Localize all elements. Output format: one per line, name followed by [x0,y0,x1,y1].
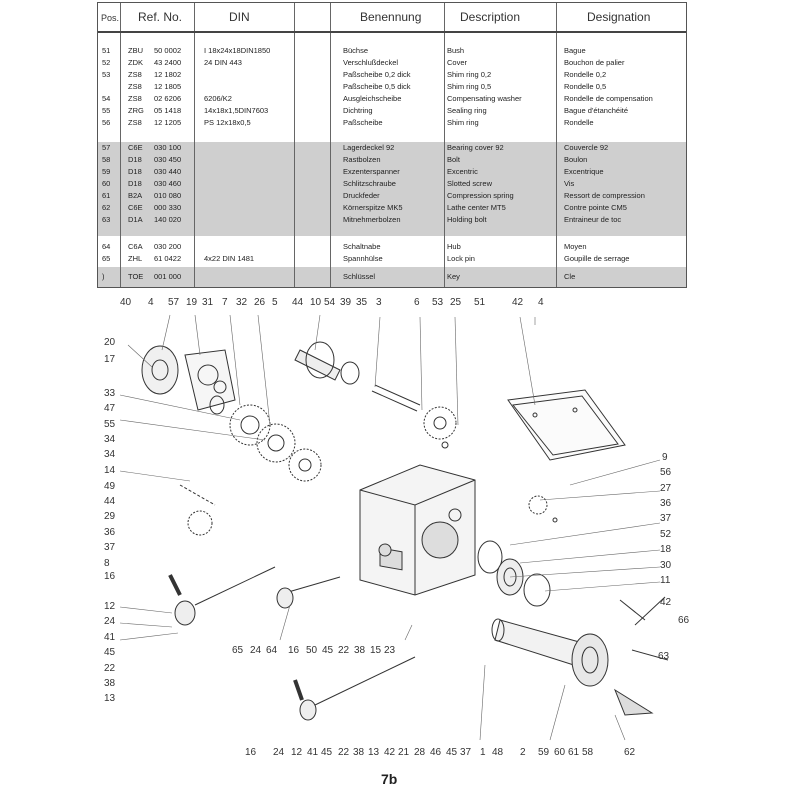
table-row: 51 ZBU 50 0002 I 18x24x18DIN1850 Büchse Bush Bague [102,46,586,55]
callout-label: 37 [660,513,672,524]
table-row: 54 ZS8 02 6206 6206/K2 Ausgleichscheibe Compensating washer Rondelle de compensation [102,94,653,103]
callout-label: 65 [232,645,244,656]
callout-label: 52 [660,529,672,540]
table-row: 56 ZS8 12 1205 PS 12x18x0,5 Paßscheibe Shim ring Rondelle [102,118,594,127]
callout-label: 48 [492,747,504,758]
callout-label: 16 [288,645,300,656]
cover-plate [508,390,625,460]
callout-label: 35 [356,297,368,308]
callout-label: 6 [414,297,420,308]
callout-label: 15 [370,645,382,656]
callout-label: 54 [324,297,336,308]
callout-label: 16 [245,747,257,758]
parts-table [97,2,687,288]
callout-label: 21 [398,747,410,758]
gasket-plates [142,346,235,414]
page-number: 7b [381,771,398,787]
header-din: DIN [229,10,250,24]
callout-label: 62 [624,747,636,758]
callout-label: 42 [512,297,524,308]
table-row: ZS8 12 1805 Paßscheibe 0,5 dick Shim ring 0,5 Rondelle 0,5 [128,82,607,91]
callout-label: 20 [104,337,116,348]
callout-label: 59 [538,747,550,758]
callout-label: 34 [104,434,116,445]
callout-label: 1 [480,747,486,758]
callout-label: 45 [322,645,334,656]
callout-label: 58 [582,747,594,758]
exploded-view-drawing [80,295,720,765]
callout-label: 60 [554,747,566,758]
callout-label: 24 [104,616,116,627]
callout-label: 45 [104,647,116,658]
callout-label: 42 [384,747,396,758]
callout-label: 64 [266,645,278,656]
callout-label: 22 [104,663,116,674]
callout-label: 26 [254,297,266,308]
callout-label: 10 [310,297,322,308]
table-row: ) TOE 001 000 Schlüssel Key Cle [102,272,576,281]
callout-label: 4 [148,297,154,308]
header-designation: Designation [587,10,651,24]
callout-label: 19 [186,297,198,308]
callout-label: 22 [338,645,350,656]
table-row: 52 ZDK 43 2400 24 DIN 443 Verschlußdeckel Cover Bouchon de palier [102,58,625,67]
callout-label: 63 [658,651,670,662]
table-row: 55 ZRG 05 1418 14x18x1,5DIN7603 Dichtring Sealing ring Bague d'étanchéité [102,106,628,115]
callout-label: 36 [660,498,672,509]
callout-label: 9 [662,452,668,463]
callout-label: 22 [338,747,350,758]
callout-label: 33 [104,388,116,399]
table-row: 63 D1A 140 020 Mitnehmerbolzen Holding bolt Entraineur de toc [102,215,622,224]
callout-label: 17 [104,354,116,365]
callout-label: 36 [104,527,116,538]
callout-label: 28 [414,747,426,758]
table-row: 65 ZHL 61 0422 4x22 DIN 1481 Spannhülse Lock pin Goupille de serrage [102,254,630,263]
header-ref-no: Ref. No. [138,10,183,24]
callout-label: 24 [250,645,262,656]
callout-label: 25 [450,297,462,308]
callout-label: 47 [104,403,116,414]
callout-label: 46 [430,747,442,758]
callout-label: 38 [353,747,365,758]
header-description: Description [460,10,521,24]
callout-label: 45 [446,747,458,758]
table-row: 64 C6A 030 200 Schaltnabe Hub Moyen [102,242,587,251]
callout-label: 44 [292,297,304,308]
callout-label: 24 [273,747,285,758]
bearings [478,496,557,606]
callout-label: 42 [660,597,672,608]
callout-label: 50 [306,645,318,656]
callout-label: 55 [104,419,116,430]
callout-label: 12 [104,601,116,612]
callout-label: 32 [236,297,248,308]
callout-label: 13 [104,693,116,704]
callout-label: 44 [104,496,116,507]
callout-label: 30 [660,560,672,571]
table-row: 53 ZS8 12 1802 Paßscheibe 0,2 dick Shim ring 0,2 Rondelle 0,2 [102,70,607,79]
callout-label: 29 [104,511,116,522]
callout-label: 7 [222,297,228,308]
callout-label: 13 [368,747,380,758]
callout-label: 18 [660,544,672,555]
header-pos: Pos. [101,13,120,23]
callout-label: 38 [354,645,366,656]
table-row: 57 C6E 030 100 Lagerdeckel 92 Bearing cover 92 Couvercle 92 [102,143,609,152]
callout-label: 23 [384,645,396,656]
table-row: 59 D18 030 440 Exzenterspanner Excentric Excentrique [102,167,604,176]
callout-label: 12 [291,747,303,758]
callout-label: 16 [104,571,116,582]
callout-label: 2 [520,747,526,758]
callout-label: 8 [104,558,110,569]
main-shaft [295,342,420,411]
callout-label: 56 [660,467,672,478]
callout-label: 31 [202,297,214,308]
callout-label: 5 [272,297,278,308]
callout-label: 4 [538,297,544,308]
callout-label: 39 [340,297,352,308]
table-row: 58 D18 030 450 Rastbolzen Bolt Boulon [102,155,588,164]
callout-label: 34 [104,449,116,460]
callout-label: 51 [474,297,486,308]
exploded-view-diagram [80,295,720,765]
callout-label: 61 [568,747,580,758]
callout-label: 11 [660,575,671,586]
callout-label: 49 [104,481,116,492]
callout-label: 3 [376,297,382,308]
spindle [492,619,652,715]
callout-label: 41 [307,747,319,758]
header-benennung: Benennung [360,10,422,24]
callout-label: 14 [104,465,116,476]
callout-label: 45 [321,747,333,758]
callout-label: 37 [460,747,472,758]
callout-label: 41 [104,632,116,643]
headstock-housing [360,465,475,595]
callout-label: 37 [104,542,116,553]
table-row: 61 B2A 010 080 Druckfeder Compression spring Ressort de compression [102,191,645,200]
callout-label: 27 [660,483,672,494]
callout-label: 40 [120,297,132,308]
callout-label: 38 [104,678,116,689]
callout-label: 53 [432,297,444,308]
callout-label: 66 [678,615,690,626]
table-row: 60 D18 030 460 Schlitzschraube Slotted screw Vis [102,179,575,188]
callout-label: 57 [168,297,180,308]
table-row: 62 C6E 000 330 Körnerspitze MK5 Lathe center MT5 Contre pointe CM5 [102,203,627,212]
